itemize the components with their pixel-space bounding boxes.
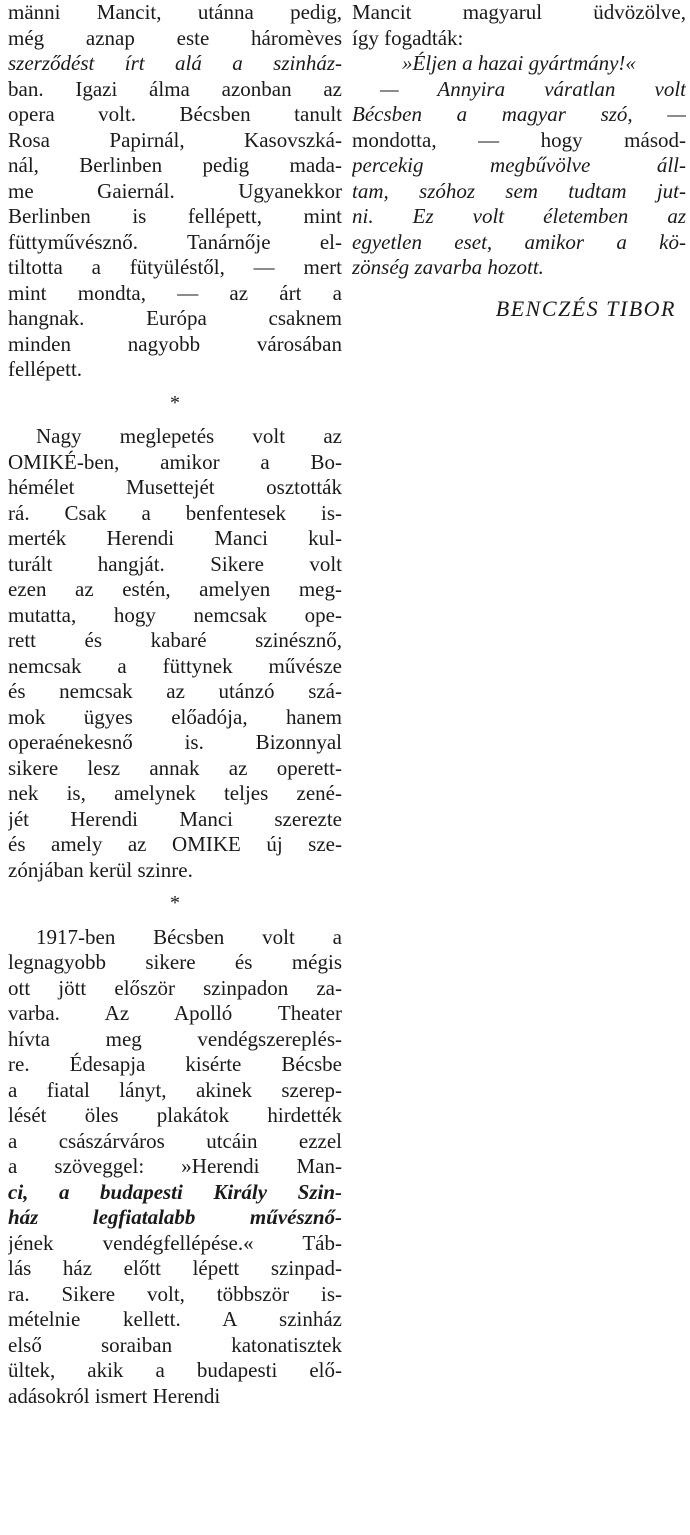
text-line: ra. Sikere volt, többször is- (8, 1281, 342, 1306)
text-line: jének vendégfellépése.« Táb- (8, 1230, 342, 1255)
text-line: egyetlen eset, amikor a kö- (352, 229, 686, 254)
text-line: Bécsben a magyar szó, — (352, 102, 686, 126)
text-line: Mancit magyarul üdvözölve, (352, 0, 686, 24)
text-line: hívta meg vendégszereplés- (8, 1026, 342, 1051)
text-line: hémélet Musettejét osztották (8, 475, 342, 499)
text-line: zönség zavarba hozott. (352, 255, 544, 279)
text-line: a fiatal lányt, akinek szerep- (8, 1077, 342, 1102)
text-line: még aznap este háromèves (8, 25, 342, 50)
text-line: legnagyobb sikere és mégis (8, 950, 342, 974)
text-line: re. Édesapja kisérte Bécsbe (8, 1052, 342, 1076)
text-line: és nemcsak az utánzó szá- (8, 679, 342, 703)
text-line: tiltotta a fütyüléstől, — mert (8, 255, 342, 279)
text-line: a császárváros utcáin ezzel (8, 1128, 342, 1153)
text-line: varba. Az Apolló Theater (8, 1001, 342, 1025)
text-line: ott jött először szinpadon za- (8, 975, 342, 1000)
text-line: ban. Igazi álma azonban az (8, 76, 342, 101)
text-line: ezen az estén, amelyen meg- (8, 577, 342, 601)
text-line: tam, szóhoz sem tudtam jut- (352, 178, 686, 203)
text-line: me Gaiernál. Ugyanekkor (8, 178, 342, 203)
text-line: így fogadták: (352, 25, 464, 50)
text-line: füttyművésznő. Tanárnője el- (8, 229, 342, 254)
text-line: a szöveggel: »Herendi Man- (8, 1154, 342, 1178)
paragraph-1 (8, 0, 342, 383)
section-separator: * (170, 391, 180, 414)
text-line: és amely az OMIKE új sze- (8, 832, 342, 856)
text-line: operaénekesnő is. Bizonnyal (8, 730, 342, 754)
text-line: ni. Ez volt életemben az (352, 204, 686, 228)
text-line: hangnak. Európa csaknem (8, 306, 342, 330)
text-line: nál, Berlinben pedig mada- (8, 153, 342, 177)
text-line: männi Mancit, utánna pedig, (8, 0, 342, 24)
paragraph-2 (8, 424, 342, 883)
text-line: OMIKÉ-ben, amikor a Bo- (8, 449, 342, 474)
paragraph-3 (8, 925, 342, 1410)
text-line: percekig megbűvölve áll- (352, 153, 686, 177)
right-column (352, 0, 686, 329)
author-signature: BENCZÉS TIBOR (495, 295, 676, 321)
text-line: mutatta, hogy nemcsak ope- (8, 602, 342, 627)
text-line: első soraiban katonatisztek (8, 1332, 342, 1357)
text-line: lését öles plakátok hirdették (8, 1103, 342, 1127)
text-line: mok ügyes előadója, hanem (8, 704, 342, 729)
text-line: turált hangját. Sikere volt (8, 551, 342, 576)
text-line: merték Herendi Manci kul- (8, 526, 342, 550)
text-line: ci, a budapesti Király Szin- (8, 1179, 342, 1204)
text-line: zónjában kerül szinre. (8, 857, 193, 882)
quote-line: »Éljen a hazai gyártmány!« (402, 51, 636, 75)
text-line: nek is, amelynek teljes zené- (8, 781, 342, 805)
text-line: Rosa Papirnál, Kasovszká- (8, 127, 342, 152)
text-line: sikere lesz annak az operett- (8, 755, 342, 780)
left-column (8, 0, 342, 1409)
text-line: rett és kabaré szinésznő, (8, 628, 342, 652)
text-line: szerződést írt alá a szinház- (8, 51, 342, 75)
text-line: — Annyira váratlan volt (380, 76, 686, 101)
section-separator: * (170, 892, 180, 914)
text-line: mondotta, — hogy másod- (352, 127, 686, 152)
text-line: adásokról ismert Herendi (8, 1383, 221, 1408)
text-line: ültek, akik a budapesti elő- (8, 1358, 342, 1382)
text-line: 1917-ben Bécsben volt a (36, 924, 342, 949)
text-line: Nagy meglepetés volt az (36, 424, 342, 448)
text-line: jét Herendi Manci szerezte (8, 806, 342, 831)
text-line: Berlinben is fellépett, mint (8, 204, 342, 228)
text-line: mint mondta, — az árt a (8, 280, 342, 305)
text-line: minden nagyobb városában (8, 331, 342, 356)
text-line: opera volt. Bécsben tanult (8, 102, 342, 126)
text-line: ház legfiatalabb művésznő- (8, 1205, 342, 1229)
text-line: mételnie kellett. A szinház (8, 1307, 342, 1331)
text-line: fellépett. (8, 357, 83, 381)
text-line: rá. Csak a benfentesek is- (8, 500, 342, 525)
text-line: nemcsak a füttynek művésze (8, 653, 342, 678)
text-line: lás ház előtt lépett szinpad- (8, 1256, 342, 1280)
paragraph-continuation (352, 0, 686, 281)
